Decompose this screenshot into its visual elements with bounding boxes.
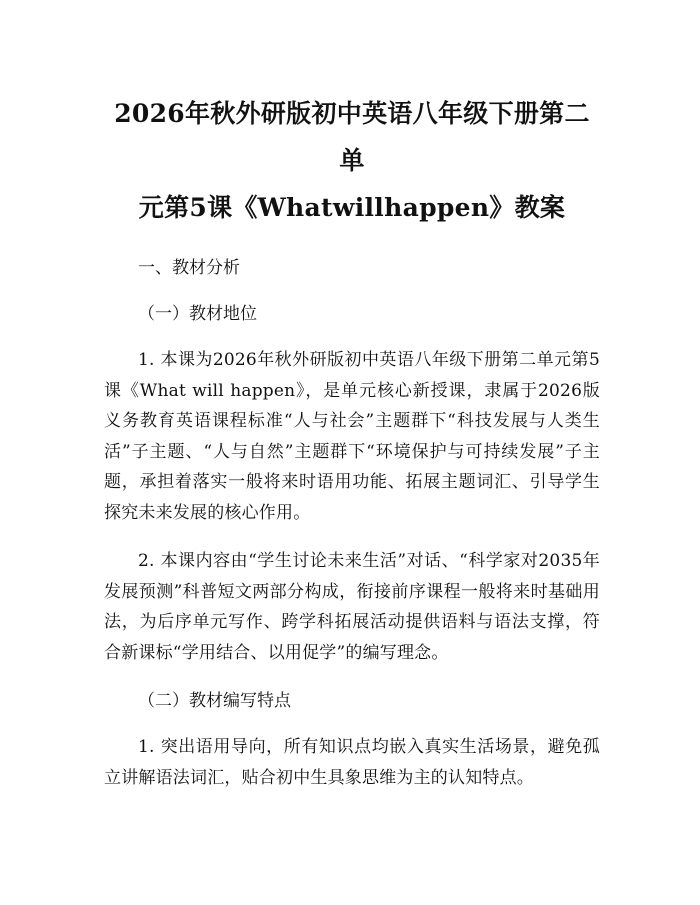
subsection-heading-textbook-status: （一）教材地位 [138, 304, 257, 324]
section-heading-textbook-analysis: 一、教材分析 [138, 258, 240, 278]
paragraph-status-1: 1. 本课为2026年秋外研版初中英语八年级下册第二单元第5课《What will happen》，是单元核心新授课，隶属于2026版义务教育英语课程标准“人与社会”主题群下“科技发展与人类生活”子主题、“人与自然”主题群下“环境保护与可持续发展”子主题，承担着落实一般将来时语用功能、拓展主题词汇、引导学生探究未来发展的核心作用。 [104, 350, 600, 523]
paragraph-features-1: 1. 突出语用导向，所有知识点均嵌入真实生活场景，避免孤立讲解语法词汇，贴合初中生具象思维为主的认知特点。 [104, 737, 600, 788]
title-line-2: 元第5课《Whatwillhappen》教案 [138, 193, 566, 222]
subsection-heading-writing-features: （二）教材编写特点 [138, 691, 291, 711]
title-line-1: 2026年秋外研版初中英语八年级下册第二单 [114, 99, 590, 175]
document-title [104, 90, 600, 231]
paragraph-status-2: 2. 本课内容由“学生讨论未来生活”对话、“科学家对2035年发展预测”科普短文两部分构成，衔接前序课程一般将来时基础用法，为后序单元写作、跨学科拓展活动提供语料与语法支撑，符合新课标“学用结合、以用促学”的编写理念。 [104, 551, 600, 663]
